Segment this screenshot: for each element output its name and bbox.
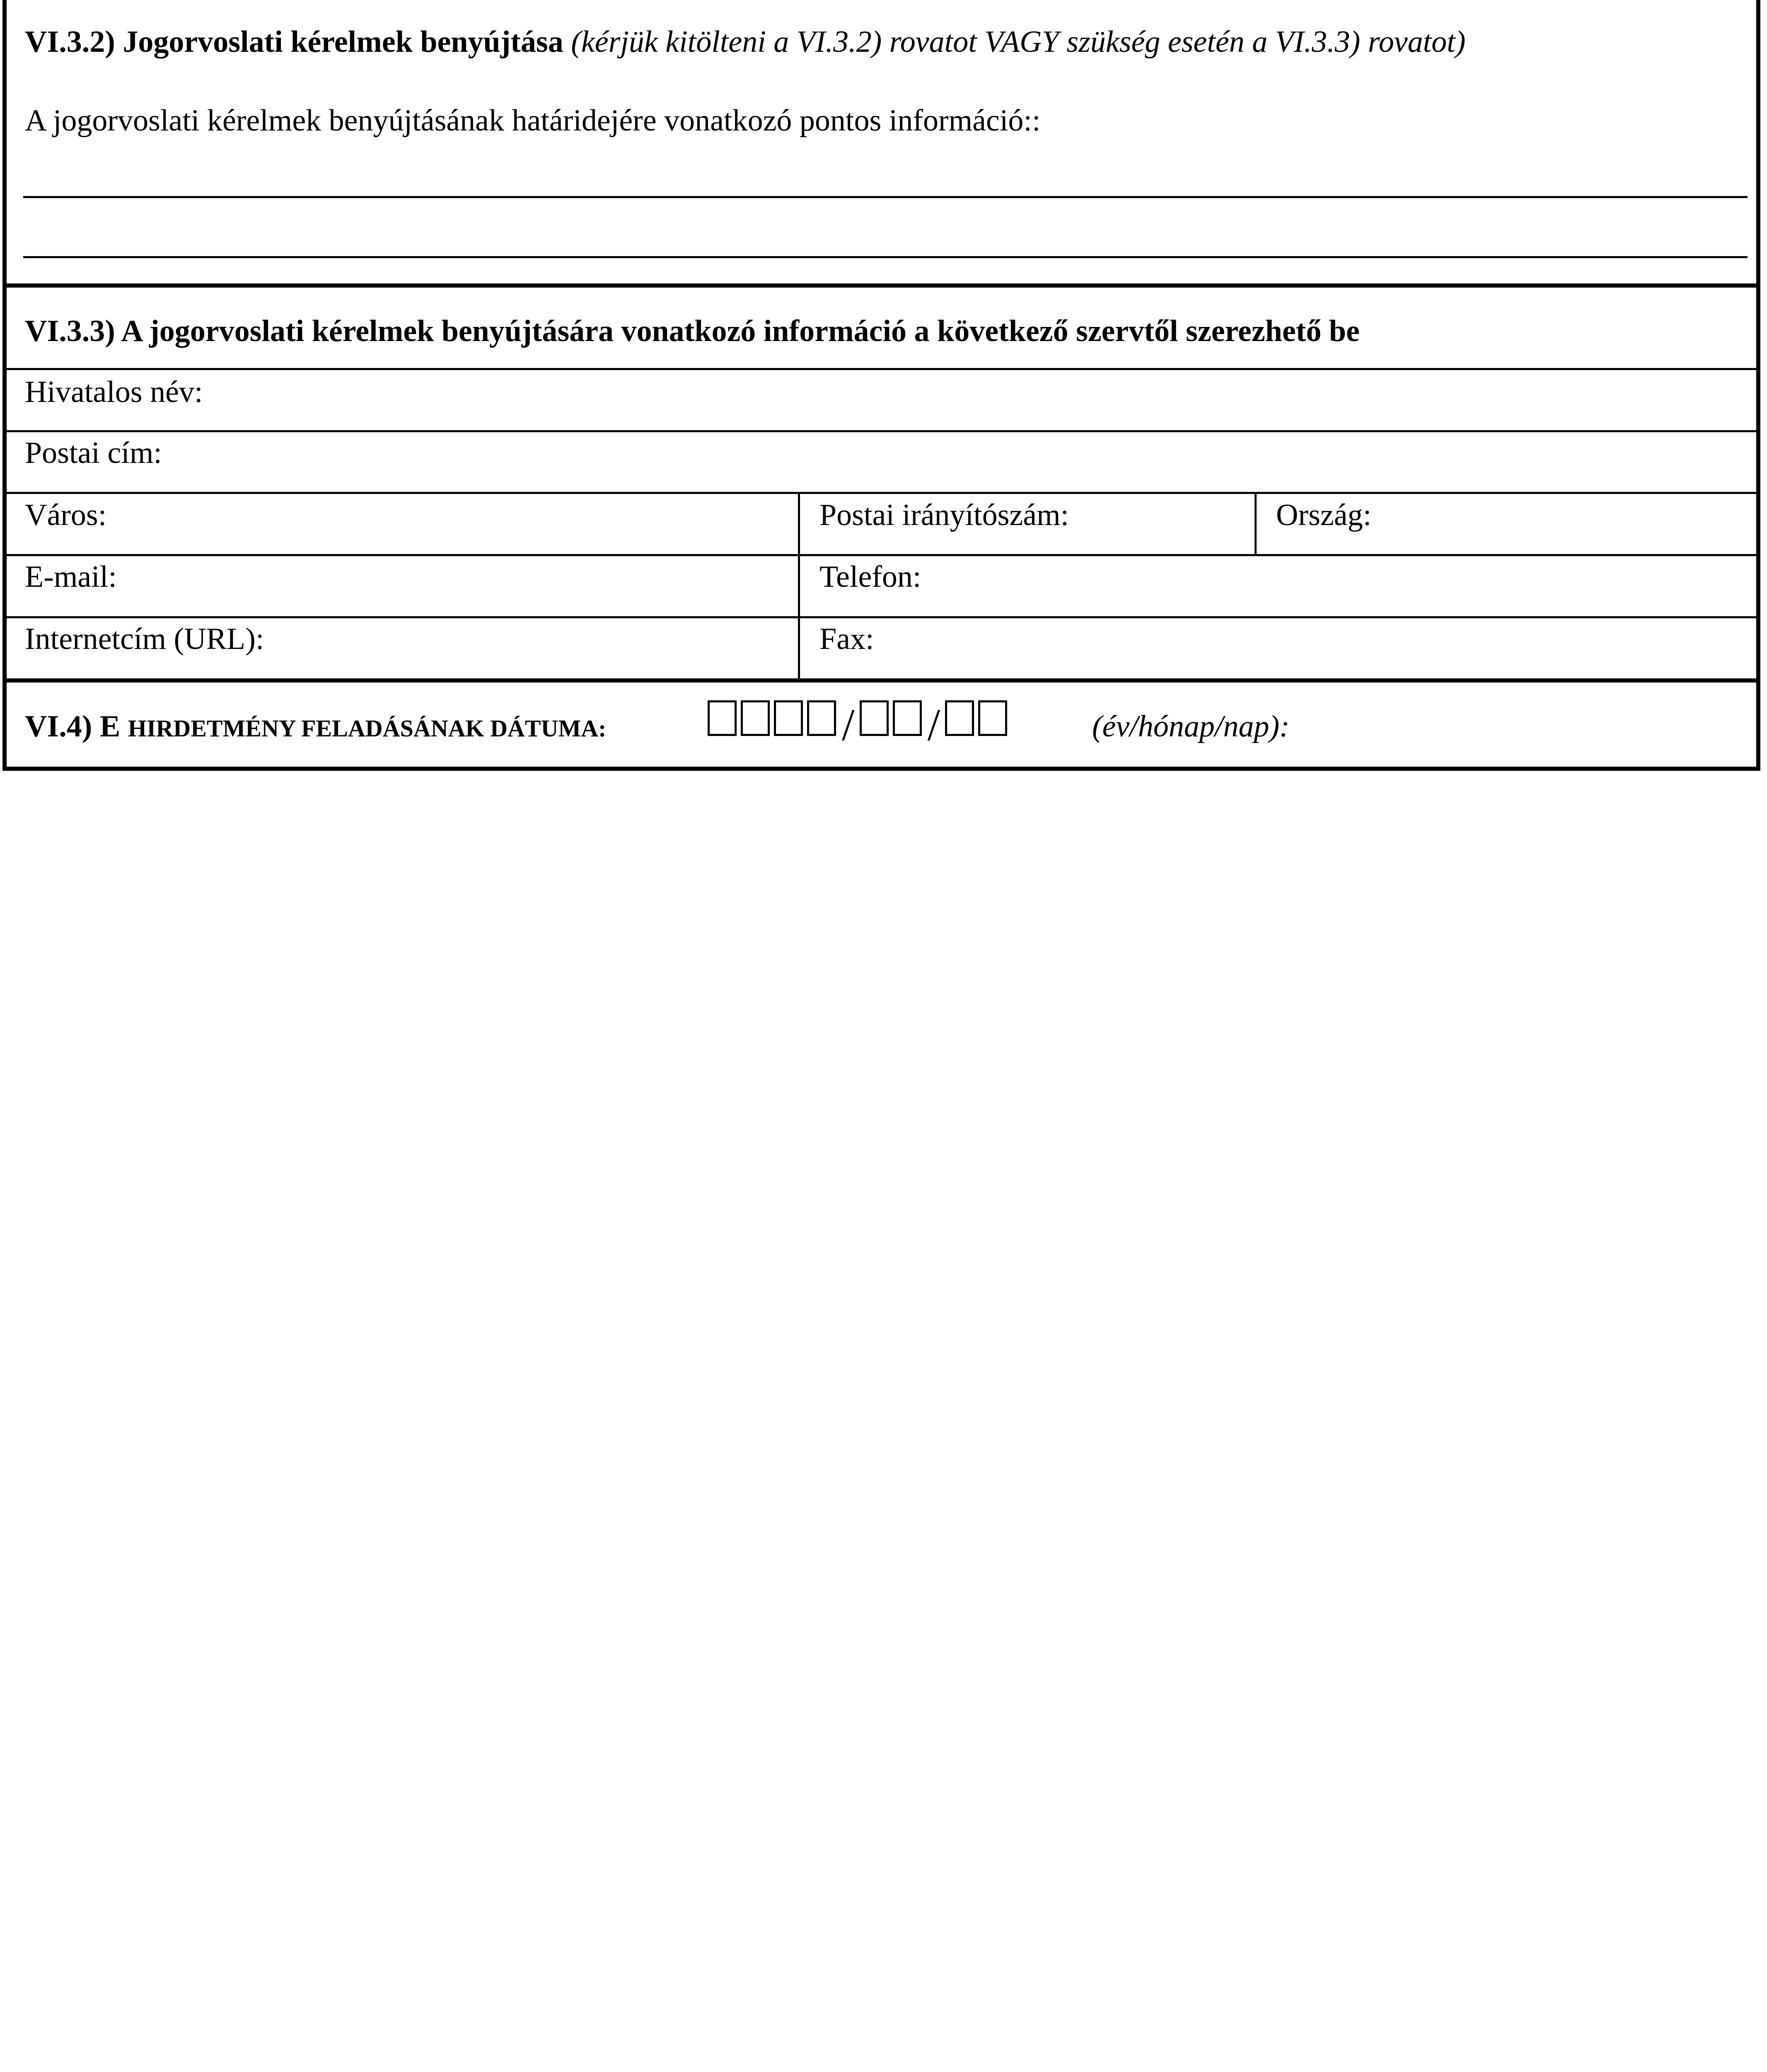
postal-address-field[interactable]: Postai cím: [25, 436, 162, 470]
date-year-box-4[interactable] [807, 700, 836, 736]
date-year-box-1[interactable] [708, 700, 737, 736]
date-separator-2: / [927, 700, 940, 750]
date-month-box-2[interactable] [893, 700, 922, 736]
email-field[interactable]: E-mail: [25, 560, 117, 594]
row-divider-4 [7, 554, 1756, 556]
section-64-heading-text: HIRDETMÉNY FELADÁSÁNAK DÁTUMA: [128, 715, 607, 742]
url-field[interactable]: Internetcím (URL): [25, 622, 264, 656]
city-field[interactable]: Város: [25, 498, 107, 532]
official-name-field[interactable]: Hivatalos név: [25, 375, 203, 409]
row-divider-2 [7, 430, 1756, 432]
date-format-hint: (év/hónap/nap): [1092, 709, 1290, 743]
row-divider-1 [7, 368, 1756, 370]
column-divider-country [1255, 492, 1257, 555]
date-year-box-2[interactable] [741, 700, 770, 736]
date-day-box-2[interactable] [978, 700, 1007, 736]
row-divider-3 [7, 492, 1756, 494]
section-632-heading-bold: VI.3.2) Jogorvoslati kérelmek benyújtása [25, 25, 563, 59]
section-divider-2 [7, 678, 1756, 683]
section-632-heading [25, 27, 1465, 57]
section-64-heading [25, 711, 606, 742]
section-divider [7, 283, 1756, 288]
section-632-heading-note: (kérjük kitölteni a VI.3.2) rovatot VAGY szükség esetén a VI.3.3) rovatot) [571, 25, 1466, 59]
date-year-box-3[interactable] [774, 700, 803, 736]
row-divider-5 [7, 616, 1756, 618]
date-day-box-1[interactable] [945, 700, 974, 736]
notice-form [2, 0, 1760, 771]
dispatch-date-input[interactable] [708, 700, 1011, 748]
postcode-field[interactable]: Postai irányítószám: [819, 498, 1069, 532]
column-divider-middle [798, 492, 800, 680]
deadline-info-label: A jogorvoslati kérelmek benyújtásának határidejére vonatkozó pontos információ:: [25, 104, 1041, 138]
fax-field[interactable]: Fax: [819, 622, 874, 656]
deadline-info-line-1[interactable] [23, 196, 1748, 198]
deadline-info-line-2[interactable] [23, 256, 1748, 258]
date-separator-1: / [842, 700, 855, 750]
section-64-heading-prefix: VI.4) E [25, 709, 121, 743]
date-month-box-1[interactable] [860, 700, 889, 736]
country-field[interactable]: Ország: [1276, 498, 1372, 532]
section-633-heading: VI.3.3) A jogorvoslati kérelmek benyújtására vonatkozó információ a következő szervtől szerezhető be [25, 314, 1360, 348]
phone-field[interactable]: Telefon: [819, 560, 921, 594]
